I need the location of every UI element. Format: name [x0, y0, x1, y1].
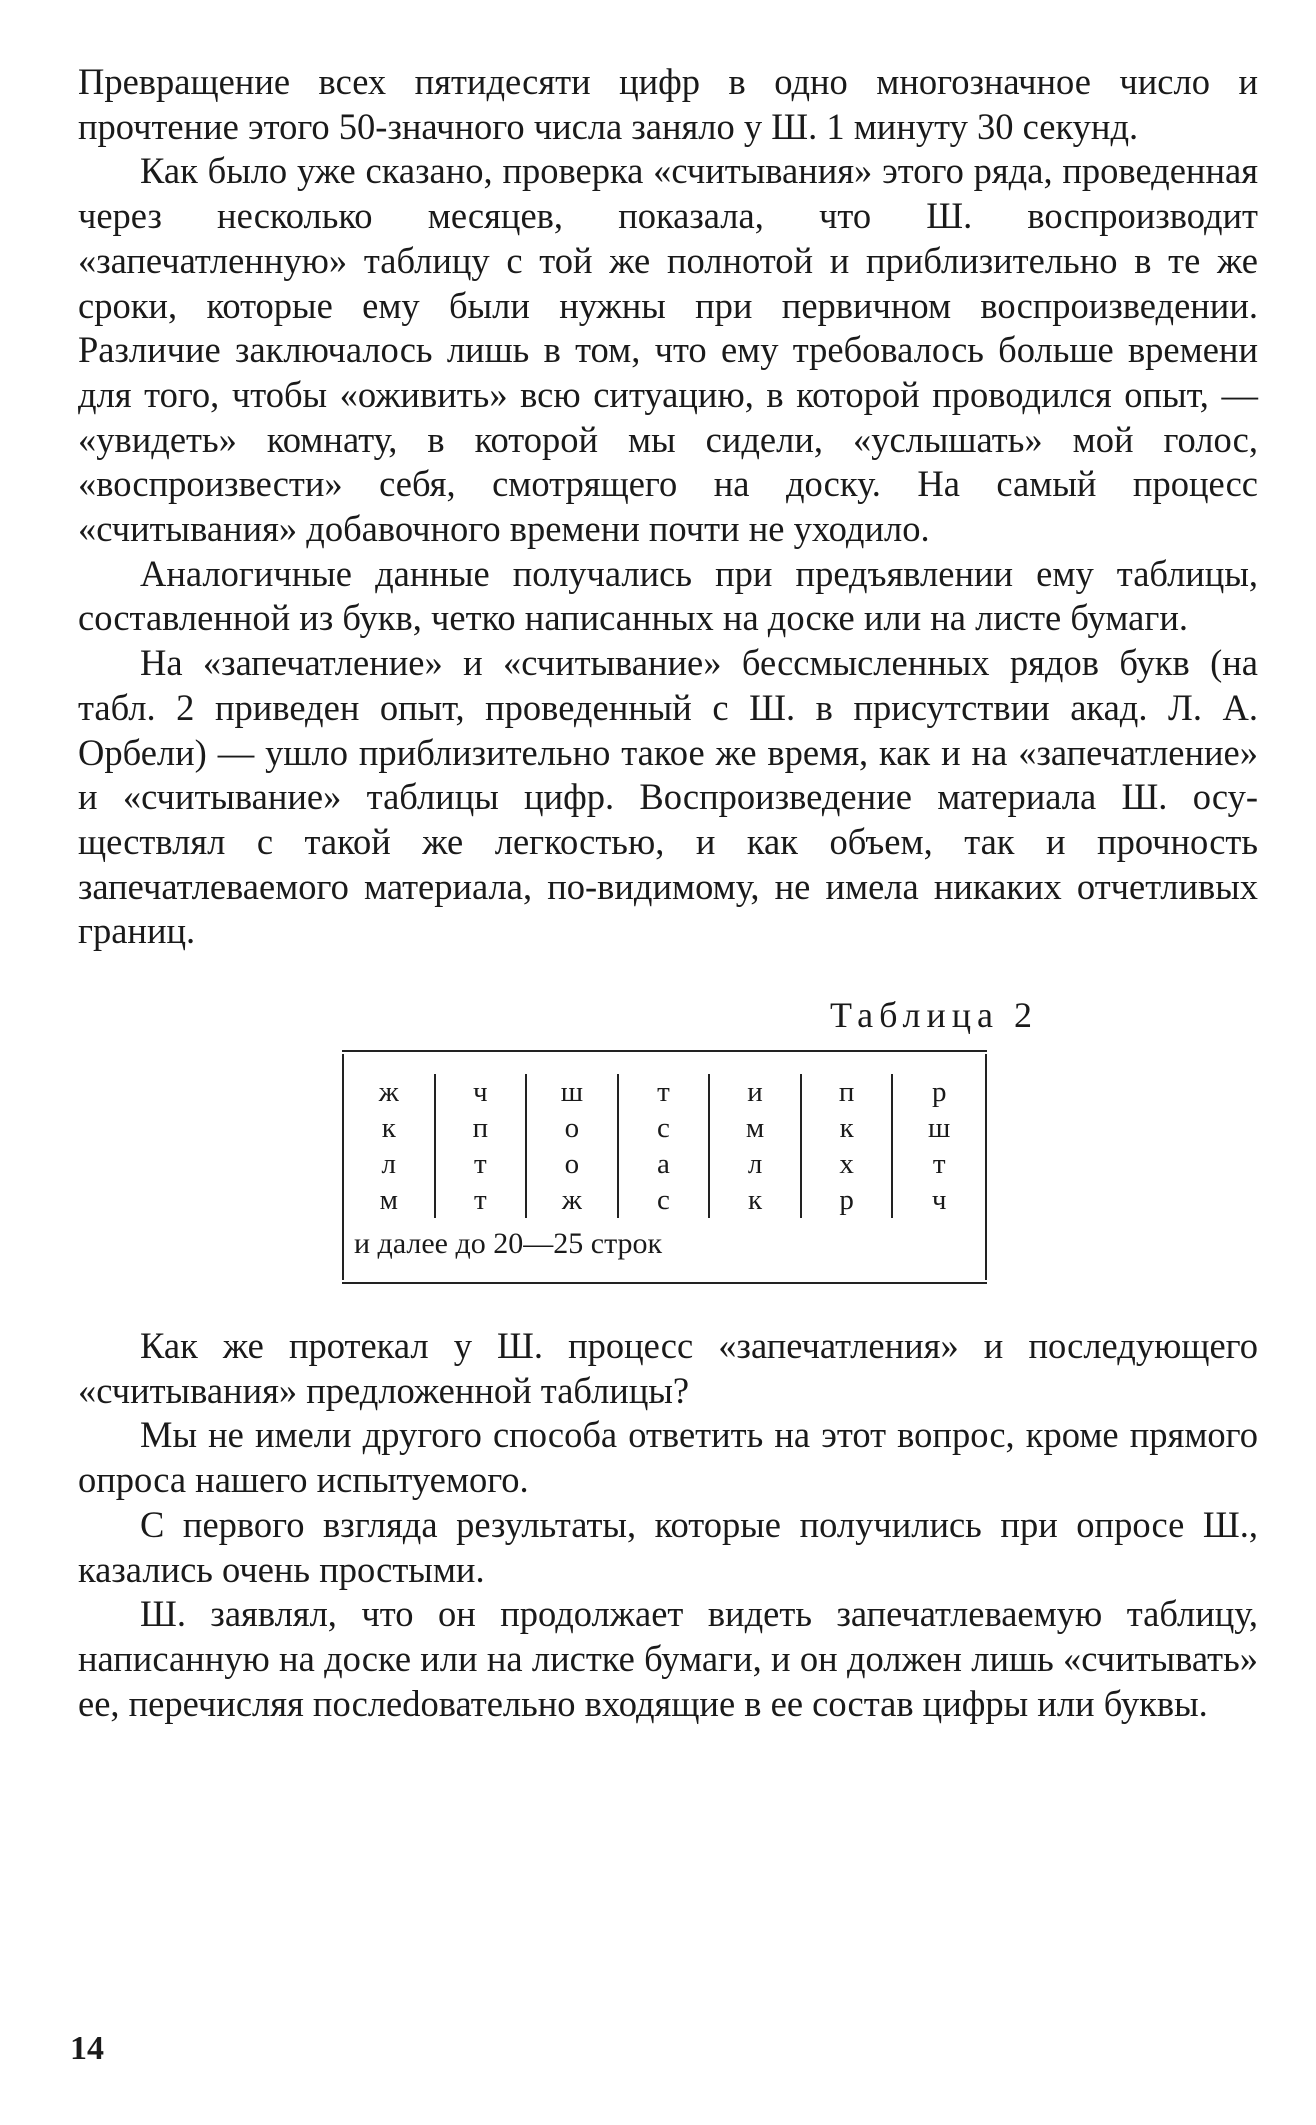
table-cell: ш — [928, 1112, 951, 1145]
table-column — [710, 1074, 802, 1218]
table-cell: л — [381, 1148, 397, 1181]
table-cell: с — [657, 1184, 670, 1217]
table-top-rule — [342, 1050, 987, 1052]
table-cell: п — [838, 1076, 855, 1109]
table-cell: с — [657, 1112, 670, 1145]
table-cell: ч — [931, 1184, 947, 1217]
table-column — [527, 1074, 619, 1218]
table-cell: м — [379, 1184, 398, 1217]
paragraph: Превращение всех пятидесяти цифр в одно многозначное число и прочтение этого 50-значного числа заняло у Ш. 1 минуту 30 секунд. — [78, 61, 1258, 147]
table-column — [893, 1074, 985, 1218]
paragraph: Как было уже сказано, проверка «считывания» этого ряда, проведенная через несколько месяцев, показала, что Ш. воспроизводит «запечатленную» таблицу с той же полнотой и приблизительно в те же сроки, которые ему были нужны при первичном воспроизведении. Различие заключалось лишь в том, что ему требовалось больше времени для того, чтобы «оживить» всю ситуацию, в которой проводился опыт, — «увидеть» комнату, в которой мы сидели, «услышать» мой голос, «воспроизвести» себя, смотрящего на доску. На самый процесс «считывания» добавочного времени почти не уходило. — [78, 150, 1258, 550]
table-cell: о — [564, 1148, 580, 1181]
paragraphs-before — [78, 60, 1258, 954]
table-caption: Таблица 2 — [830, 995, 1038, 1036]
table-tail-note: и далее до 20—25 строк — [342, 1218, 987, 1280]
table-cell: т — [932, 1148, 946, 1181]
table-cell: м — [745, 1112, 765, 1145]
table-cell: р — [839, 1184, 854, 1217]
table-cell: т — [474, 1184, 487, 1217]
table-column — [344, 1074, 436, 1218]
table-cell: ж — [378, 1076, 399, 1109]
table-column — [436, 1074, 528, 1218]
page-number: 14 — [70, 2030, 104, 2067]
paragraph: Ш. заявлял, что он продолжает видеть запечатлеваемую таблицу, написанную на доске или на листке бумаги, и он должен лишь «считывать» ее, перечисляя послеdовательно входящие в ее состав цифры или буквы. — [78, 1593, 1258, 1724]
book-page — [78, 60, 1258, 1726]
table-cell: и — [747, 1076, 763, 1109]
paragraph: Аналогичные данные получались при предъявлении ему таблицы, составленной из букв, четко написанных на доске или на листе бумаги. — [78, 552, 1258, 639]
letter-table — [342, 1050, 987, 1284]
table-column — [619, 1074, 711, 1218]
table-cell: ш — [560, 1076, 584, 1109]
paragraph: Как же протекал у Ш. процесс «запечатления» и последующего «считывания» предложенной таблицы? — [78, 1325, 1258, 1411]
letter-grid — [342, 1054, 987, 1218]
table-cell: а — [657, 1148, 670, 1181]
table-bottom-rule — [342, 1282, 987, 1284]
table-cell: к — [748, 1184, 763, 1217]
table-cell: р — [931, 1076, 947, 1109]
table-cell: ч — [473, 1076, 488, 1109]
table-column — [802, 1074, 894, 1218]
table-cell: к — [381, 1112, 396, 1145]
table-cell: т — [474, 1148, 487, 1181]
table-cell: к — [839, 1112, 854, 1145]
paragraph: Мы не имели другого способа ответить на этот вопрос, кроме прямого опроса нашего испытуемого. — [78, 1414, 1258, 1501]
table-cell: о — [564, 1112, 580, 1145]
paragraphs-after — [78, 1324, 1258, 1726]
table-cell: п — [472, 1112, 489, 1145]
paragraph: С первого взгляда результаты, которые получились при опросе Ш., казались очень простыми. — [78, 1503, 1258, 1590]
table-cell: ж — [561, 1184, 582, 1217]
table-cell: х — [839, 1148, 854, 1181]
table-cell: т — [657, 1076, 670, 1109]
paragraph: На «запечатление» и «считывание» бессмысленных рядов букв (на табл. 2 приведен опыт, проведенный с Ш. в присутствии акад. Л. А. Орбели) — ушло приблизительно такое же время, как и на «запечатление» и «считывание» таблицы цифр. Воспроизведение материала Ш. осуществлял с такой же легкостью, и как объем, так и прочность запечатлеваемого материала, по-видимому, не имела никаких отчетливых границ. — [78, 642, 1258, 952]
table-cell: л — [747, 1148, 763, 1181]
